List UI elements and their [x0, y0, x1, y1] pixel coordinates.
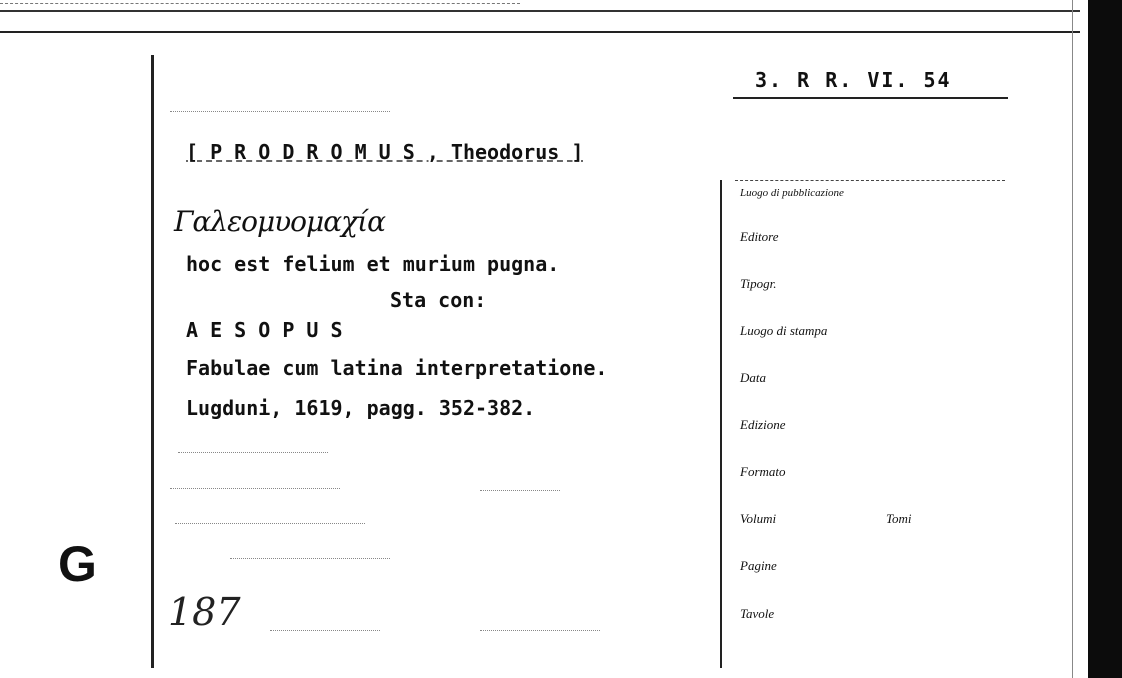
right-margin-line	[1072, 0, 1073, 678]
guide-line	[480, 630, 600, 631]
latin-title: hoc est felium et murium pugna.	[186, 252, 560, 276]
handwritten-number: 187	[168, 590, 241, 634]
field-luogo-stampa: Luogo di stampa	[740, 323, 828, 338]
bound-with-label: Sta con:	[390, 288, 487, 312]
guide-line	[480, 490, 560, 491]
top-dashed-line	[0, 3, 520, 5]
field-edizione: Edizione	[740, 417, 786, 432]
card-left-margin-rule	[151, 55, 154, 668]
field-data: Data	[740, 370, 766, 385]
author-heading: [ P R O D R O M U S , Theodorus ]	[186, 140, 584, 164]
field-volumi: Volumi	[740, 511, 777, 526]
guide-line	[270, 630, 380, 631]
field-tavole: Tavole	[740, 606, 775, 621]
top-border-line	[0, 10, 1080, 12]
guide-line	[170, 488, 340, 489]
field-editore: Editore	[740, 229, 779, 244]
guide-line	[170, 111, 390, 112]
form-top-dashed-rule	[735, 180, 1005, 181]
index-letter: G	[58, 536, 97, 592]
imprint: Lugduni, 1619, pagg. 352-382.	[186, 396, 536, 420]
form-column-rule	[720, 180, 722, 668]
guide-line	[230, 558, 390, 559]
top-border-line-lower	[0, 31, 1080, 33]
second-author: A E S O P U S	[186, 318, 343, 342]
field-tipografo: Tipogr.	[740, 276, 777, 291]
guide-line	[178, 452, 328, 453]
field-pagine: Pagine	[740, 558, 777, 573]
greek-title-handwritten: Γαλεομυομαχία	[174, 205, 385, 238]
field-luogo-pubblicazione: Luogo di pubblicazione	[740, 187, 844, 199]
guide-line	[175, 523, 365, 524]
field-tomi: Tomi	[886, 511, 912, 526]
field-formato: Formato	[740, 464, 786, 479]
shelfmark-underline	[733, 97, 1008, 99]
right-scan-edge	[1088, 0, 1122, 678]
shelfmark: 3. R R. VI. 54	[755, 68, 952, 92]
second-work-title: Fabulae cum latina interpretatione.	[186, 356, 608, 380]
